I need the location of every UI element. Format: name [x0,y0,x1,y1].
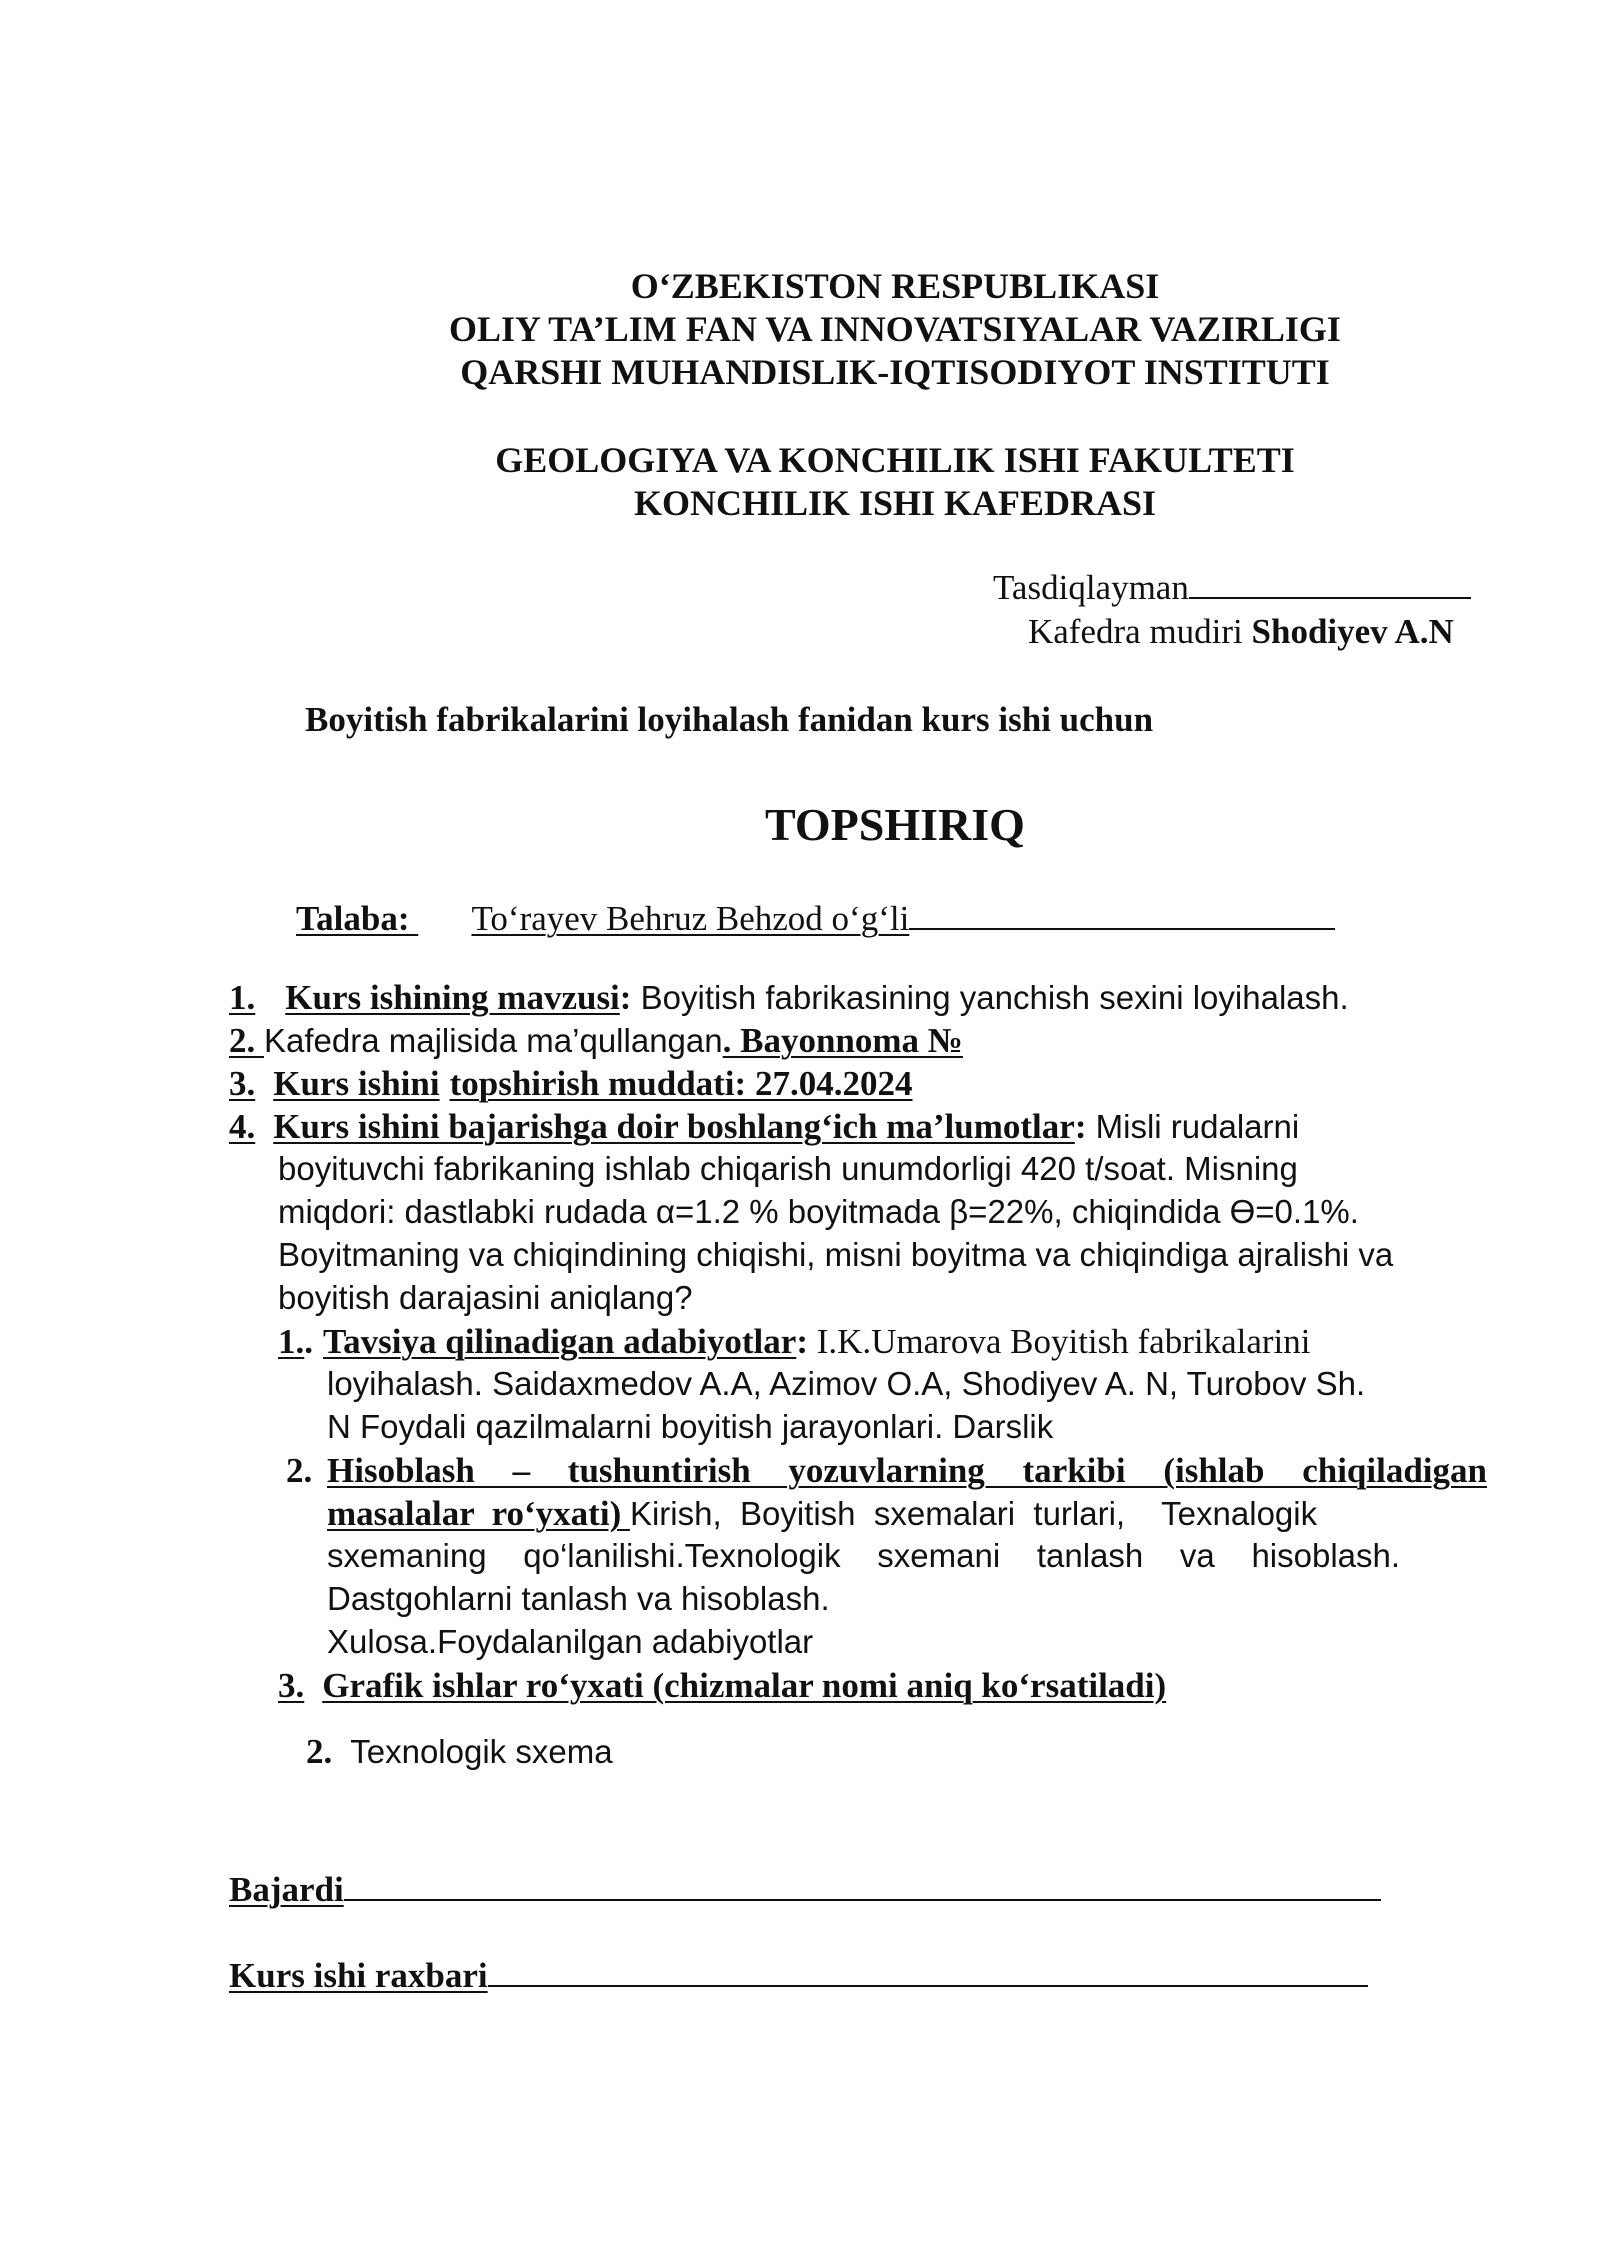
item-graphics-number: 3. [278,1666,305,1705]
item-calculation-lead: Kirish, Boyitish sxemalari turlari, Texnalogik [629,1495,1318,1532]
approval-signature-line [1189,596,1471,599]
header-faculty: GEOLOGIYA VA KONCHILIK ISHI FAKULTETI [495,440,1295,480]
signature-done-label: Bajardi [229,1870,344,1909]
approval-name: Shodiyev A.N [1251,612,1454,651]
item-initial-line: miqdori: dastlabki rudada α=1.2 % boyitmada β=22%, chiqindida Ө=0.1%. [278,1193,1359,1230]
student-label: Talaba: [296,899,410,938]
item-literature-number: 1. [278,1322,305,1361]
item-calculation-line: Xulosa.Foydalanilgan adabiyotlar [327,1623,814,1660]
signature-supervisor [229,1958,1368,1993]
item-initial-label: Kurs ishini bajarishga doir boshlang‘ich ma’lumotlar [273,1107,1075,1146]
item-topic-number: 1. [229,978,256,1017]
subtitle: Boyitish fabrikalarini loyihalash fanidan kurs ishi uchun [305,700,1154,739]
item-initial-line: boyituvchi fabrikaning ishlab chiqarish unumdorligi 420 t/soat. Misning [278,1150,1298,1187]
item-calculation-label: Hisoblash – tushuntirish yozuvlarning tarkibi (ishlab chiqiladigan [327,1451,1487,1490]
approval-label: Tasdiqlayman [993,568,1189,607]
student-name: To‘rayev Behruz Behzod o‘g‘li [471,899,910,938]
item-graphics-label: Grafik ishlar ro‘yxati (chizmalar nomi aniq ko‘rsatiladi) [322,1666,1167,1705]
student-spacer [409,901,471,936]
item-scheme [306,1734,613,1769]
page-title: TOPSHIRIQ [765,799,1025,850]
item-scheme-text: Texnologik sxema [350,1733,613,1770]
item-topic: 1. Kurs ishining mavzusi: Boyitish fabrikasining yanchish sexini loyihalash. [229,978,1349,1017]
item-literature-label: Tavsiya qilinadigan adabiyotlar [323,1322,797,1361]
item-initial-line: Boyitmaning va chiqindining chiqishi, misni boyitma va chiqindiga ajralishi va [278,1236,1394,1273]
item-calculation-line: Dastgohlarni tanlash va hisoblash. [327,1580,830,1617]
item-scheme-number: 2. [306,1732,333,1771]
student-line [296,901,1335,936]
signature-done [229,1872,1381,1907]
signature-supervisor-line [488,1984,1368,1987]
item-literature-line: N Foydali qazilmalarni boyitish jarayonlari. Darslik [327,1408,1054,1445]
signature-supervisor-label: Kurs ishi raxbari [229,1956,488,1995]
item-deadline-label2: topshirish muddati: 27.04.2024 [449,1064,913,1103]
item-graphics [278,1668,1166,1703]
approval-line [993,570,1471,605]
item-topic-text: Boyitish fabrikasining yanchish sexini loyihalash. [631,979,1349,1016]
item-initial-lead: Misli rudalarni [1086,1108,1300,1145]
item-approval-text: Kafedra majlisida ma’qullangan [264,1022,723,1059]
item-initial-data: 4. Kurs ishini bajarishga doir boshlang‘ich ma’lumotlar: Misli rudalarni [229,1107,1300,1146]
item-deadline-label1: Kurs ishini [273,1064,440,1103]
item-calculation-label2: masalalar ro‘yxati) [327,1494,630,1533]
item-initial-number: 4. [229,1107,256,1146]
item-calculation-second [327,1496,1487,1531]
item-approval-number: 2. [229,1021,264,1060]
item-literature-lead: I.K.Umarova Boyitish fabrikalarini [807,1322,1311,1361]
item-approval [229,1023,963,1058]
student-blank-line [909,927,1335,930]
item-topic-label: Kurs ishining mavzusi [285,978,620,1017]
item-calculation-line: sxemaning qo‘lanilishi.Texnologik sxemani tanlash va hisoblash. [327,1537,1401,1574]
item-initial-line: boyitish darajasini aniqlang? [278,1279,693,1316]
header-institute: QARSHI MUHANDISLIK-IQTISODIYOT INSTITUTI [460,352,1330,392]
item-calculation-number: 2. [286,1451,313,1490]
header-department: KONCHILIK ISHI KAFEDRASI [633,483,1157,523]
header-country: O‘ZBEKISTON RESPUBLIKASI [630,266,1160,306]
item-literature: 1.. Tavsiya qilinadigan adabiyotlar: I.K.Umarova Boyitish fabrikalarini [278,1322,1311,1361]
approval-role-line [1028,614,1454,649]
approval-role: Kafedra mudiri [1028,612,1252,651]
item-approval-bayonnoma: . Bayonnoma № [722,1021,963,1060]
item-deadline-number: 3. [229,1064,256,1103]
item-literature-line: loyihalash. Saidaxmedov A.A, Azimov O.A, Shodiyev A. N, Turobov Sh. [327,1365,1366,1402]
signature-done-line [344,1898,1381,1901]
header-ministry: OLIY TA’LIM FAN VA INNOVATSIYALAR VAZIRLIGI [449,309,1341,349]
item-deadline [229,1066,912,1101]
